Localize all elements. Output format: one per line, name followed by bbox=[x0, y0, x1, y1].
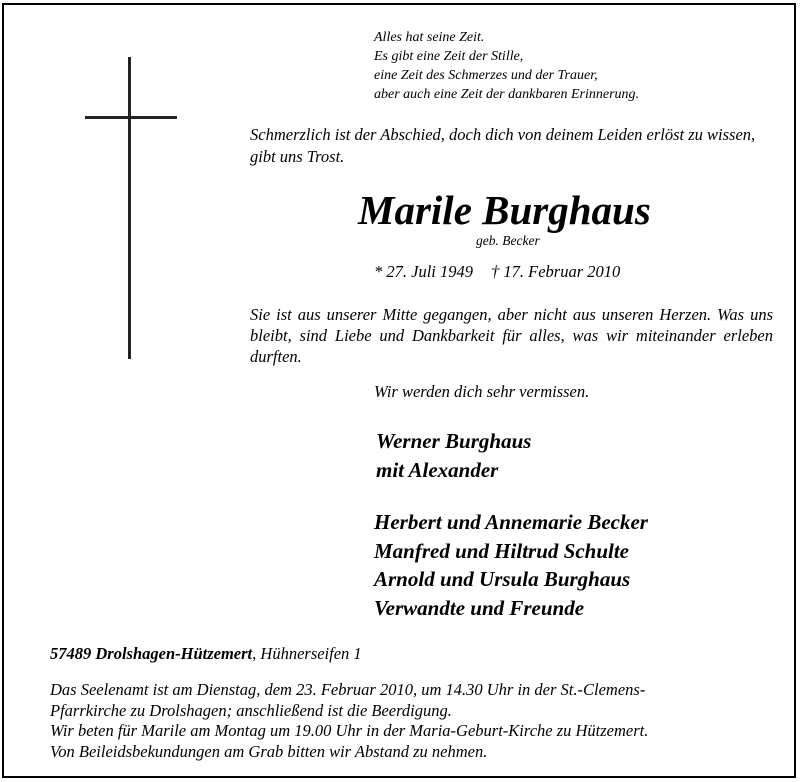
mourner-line: mit Alexander bbox=[376, 458, 499, 482]
address-street: , Hühnerseifen 1 bbox=[252, 644, 362, 663]
mourner-line: Arnold und Ursula Burghaus bbox=[374, 567, 631, 591]
life-dates bbox=[374, 261, 620, 283]
notice-line: Pfarrkirche zu Drolshagen; anschließend ist die Beerdigung. bbox=[50, 700, 452, 720]
birth-date: * 27. Juli 1949 bbox=[374, 262, 473, 281]
poem-line: aber auch eine Zeit der dankbaren Erinnerung. bbox=[374, 87, 640, 102]
poem bbox=[374, 28, 639, 104]
memorial-quote: Sie ist aus unserer Mitte gegangen, aber nicht aus unseren Herzen. Was uns bleibt, sind Liebe und Dankbarkeit für alles, was wir miteinander erleben durften. bbox=[250, 305, 773, 366]
farewell-line: Wir werden dich sehr vermissen. bbox=[374, 382, 590, 401]
poem-line: Es gibt eine Zeit der Stille, bbox=[374, 49, 524, 64]
mourner-line: Werner Burghaus bbox=[376, 429, 532, 453]
intro-text: Schmerzlich ist der Abschied, doch dich von deinem Leiden erlöst zu wissen, gibt uns Trost. bbox=[250, 125, 756, 166]
obituary-notice bbox=[2, 3, 796, 778]
deceased-name: Marile Burghaus bbox=[358, 187, 651, 233]
service-notice bbox=[50, 680, 770, 762]
poem-line: Alles hat seine Zeit. bbox=[374, 30, 485, 45]
death-date: † 17. Februar 2010 bbox=[491, 262, 621, 281]
address bbox=[50, 644, 362, 664]
mourner-line: Herbert und Annemarie Becker bbox=[374, 510, 648, 534]
notice-line: Wir beten für Marile am Montag um 19.00 Uhr in der Maria-Geburt-Kirche zu Hützemert. bbox=[50, 721, 649, 740]
maiden-name: geb. Becker bbox=[476, 233, 540, 248]
address-place: 57489 Drolshagen-Hützemert bbox=[50, 644, 253, 663]
notice-line: Von Beileidsbekundungen am Grab bitten wir Abstand zu nehmen. bbox=[50, 741, 488, 761]
mourner-line: Manfred und Hiltrud Schulte bbox=[374, 538, 629, 563]
mourners-family bbox=[374, 508, 648, 622]
notice-line: Das Seelenamt ist am Dienstag, dem 23. Februar 2010, um 14.30 Uhr in der St.-Clemens- bbox=[50, 680, 646, 699]
mourners-primary bbox=[376, 427, 531, 485]
poem-line: eine Zeit des Schmerzes und der Trauer, bbox=[374, 68, 598, 83]
mourner-line: Verwandte und Freunde bbox=[374, 595, 585, 620]
